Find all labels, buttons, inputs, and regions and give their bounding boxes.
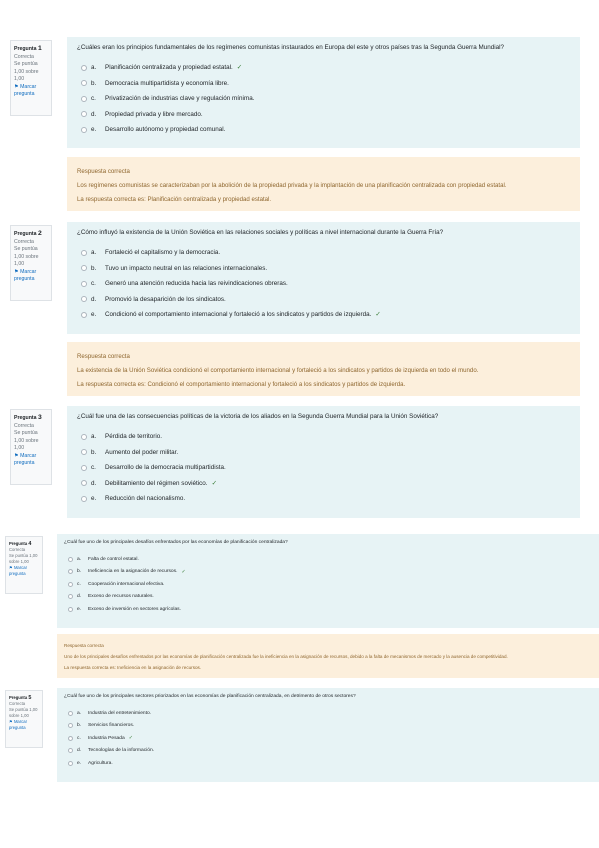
- question-grade: Se puntúa 1,00 sobre 1,00: [9, 553, 38, 564]
- radio-button[interactable]: [81, 65, 87, 71]
- feedback-box: [67, 342, 580, 396]
- radio-button[interactable]: [81, 449, 87, 455]
- radio-button[interactable]: [81, 281, 87, 287]
- question-content: [57, 534, 599, 628]
- answer-option[interactable]: a. Pérdida de territorio.: [81, 429, 570, 445]
- feedback-text: Uno de los principales desafíos enfrentados por las economías de planificación centralizada fue la ineficiencia en la asignación de recursos, debido a la falta de mecanismos de mercado y la ausencia de competitividad.: [64, 654, 508, 659]
- question-state: Correcta: [9, 701, 26, 706]
- answer-option[interactable]: b. Tuvo un impacto neutral en las relaciones internacionales.: [81, 261, 570, 277]
- question-state: Correcta: [14, 422, 34, 429]
- answer-option[interactable]: e. Reducción del nacionalismo.: [81, 491, 570, 507]
- question-text: ¿Cuáles eran los principios fundamentales de los regímenes comunistas instaurados en Europa del este y otros países tras la Segunda Guerra Mundial?: [77, 44, 505, 51]
- answer-option[interactable]: a. Fortaleció el capitalismo y la democracia.: [81, 245, 570, 261]
- correct-answer-text: La respuesta correcta es: Planificación centralizada y propiedad estatal.: [77, 196, 272, 203]
- check-icon: ✓: [128, 736, 133, 742]
- answer-option[interactable]: c. Desarrollo de la democracia multipartidista.: [81, 460, 570, 476]
- radio-button[interactable]: [68, 711, 73, 716]
- question-number: Pregunta 1: [14, 45, 42, 52]
- question-info: [5, 536, 43, 594]
- flag-icon: ⚑: [9, 565, 13, 570]
- question-number: Pregunta 2: [14, 230, 42, 237]
- question-text: ¿Cómo influyó la existencia de la Unión Soviética en las relaciones sociales y políticas a nivel internacional durante la Guerra Fría?: [77, 229, 444, 236]
- radio-button[interactable]: [81, 265, 87, 271]
- radio-button[interactable]: [81, 250, 87, 256]
- check-icon: ✓: [236, 64, 243, 72]
- answer-option[interactable]: e. Desarrollo autónomo y propiedad comunal.: [81, 122, 570, 138]
- answer-option[interactable]: c. Privatización de industrias clave y regulación mínima.: [81, 91, 570, 107]
- answer-option[interactable]: d. Propiedad privada y libre mercado.: [81, 107, 570, 123]
- radio-button[interactable]: [68, 594, 73, 599]
- feedback-title: Respuesta correcta: [77, 168, 130, 175]
- question-state: Correcta: [14, 53, 34, 60]
- answer-option[interactable]: e. Exceso de inversión en sectores agrícolas.: [68, 603, 592, 616]
- answer-option[interactable]: a. Planificación centralizada y propiedad estatal. ✓: [81, 60, 570, 76]
- radio-button[interactable]: [68, 723, 73, 728]
- feedback-title: Respuesta correcta: [77, 353, 130, 360]
- answer-option[interactable]: b. Democracia multipartidista y economía libre.: [81, 76, 570, 92]
- answer-option[interactable]: e. Agricultura.: [68, 757, 592, 770]
- radio-button[interactable]: [81, 465, 87, 471]
- radio-button[interactable]: [81, 496, 87, 502]
- answer-option[interactable]: d. Debilitamiento del régimen soviético. ✓: [81, 476, 570, 492]
- answer-option[interactable]: d. Tecnologías de la información.: [68, 745, 592, 758]
- radio-button[interactable]: [81, 312, 87, 318]
- check-icon: ✓: [211, 479, 217, 487]
- flag-question-link[interactable]: ⚑ Marcar pregunta: [14, 452, 37, 466]
- question-number: Pregunta 5: [9, 695, 32, 701]
- answer-option[interactable]: c. Generó una atención reducida hacia las reivindicaciones obreras.: [81, 276, 570, 292]
- radio-button[interactable]: [81, 480, 87, 486]
- answer-option[interactable]: d. Promovió la desaparición de los sindicatos.: [81, 292, 570, 308]
- question-content: [67, 37, 580, 148]
- answer-option[interactable]: e. Condicionó el comportamiento internacional y fortaleció a los sindicatos y partidos de izquierda. ✓: [81, 307, 570, 323]
- flag-icon: ⚑: [14, 268, 19, 275]
- correct-answer-text: La respuesta correcta es: Ineficiencia en la asignación de recursos.: [64, 665, 202, 670]
- radio-button[interactable]: [81, 296, 87, 302]
- question-grade: Se puntúa 1,00 sobre 1,00: [14, 61, 39, 82]
- question-content: [57, 688, 599, 782]
- feedback-box: [67, 157, 580, 211]
- radio-button[interactable]: [81, 111, 87, 117]
- radio-button[interactable]: [68, 761, 73, 766]
- answer-option[interactable]: b. Servicios financieros.: [68, 720, 592, 733]
- question-content: [67, 406, 580, 518]
- question-grade: Se puntúa 1,00 sobre 1,00: [14, 430, 39, 451]
- flag-question-link[interactable]: ⚑ Marcar pregunta: [9, 565, 27, 576]
- check-icon: ✓: [181, 569, 186, 575]
- question-number: Pregunta 4: [9, 541, 32, 547]
- question-text: ¿Cuál fue uno de los principales sectores priorizados en las economías de planificación centralizada, en detrimento de otros sectores?: [64, 694, 356, 699]
- radio-button[interactable]: [68, 748, 73, 753]
- question-grade: Se puntúa 1,00 sobre 1,00: [14, 246, 39, 267]
- question-info: [10, 225, 52, 301]
- flag-icon: ⚑: [14, 83, 19, 90]
- answer-option[interactable]: c. Industria Pesada ✓: [68, 732, 592, 745]
- radio-button[interactable]: [81, 96, 87, 102]
- radio-button[interactable]: [68, 607, 73, 612]
- radio-button[interactable]: [81, 80, 87, 86]
- answer-option[interactable]: a. Falta de control estatal.: [68, 553, 592, 566]
- answer-option[interactable]: b. Aumento del poder militar.: [81, 445, 570, 461]
- question-state: Correcta: [14, 238, 34, 245]
- question-grade: Se puntúa 1,00 sobre 1,00: [9, 707, 38, 718]
- radio-button[interactable]: [68, 582, 73, 587]
- feedback-text: La existencia de la Unión Soviética condicionó el comportamiento internacional y fortaleció a los sindicatos y partidos de izquierda en todo el mundo.: [77, 367, 479, 374]
- answer-option[interactable]: c. Cooperación internacional efectiva.: [68, 578, 592, 591]
- question-info: [10, 409, 52, 485]
- feedback-title: Respuesta correcta: [64, 643, 104, 648]
- answer-option[interactable]: a. Industria del entretenimiento.: [68, 707, 592, 720]
- feedback-box: [57, 634, 599, 678]
- flag-question-link[interactable]: ⚑ Marcar pregunta: [14, 83, 37, 97]
- radio-button[interactable]: [81, 434, 87, 440]
- radio-button[interactable]: [68, 557, 73, 562]
- feedback-text: Los regímenes comunistas se caracterizaban por la abolición de la propiedad privada y la implantación de una planificación centralizada con propiedad estatal.: [77, 182, 507, 189]
- question-info: [5, 690, 43, 748]
- question-text: ¿Cuál fue una de las consecuencias políticas de la victoria de los aliados en la Segunda Guerra Mundial para la Unión Soviética?: [77, 413, 439, 420]
- radio-button[interactable]: [68, 736, 73, 741]
- radio-button[interactable]: [81, 127, 87, 133]
- answer-option[interactable]: b. Ineficiencia en la asignación de recursos. ✓: [68, 566, 592, 579]
- question-number: Pregunta 3: [14, 414, 42, 421]
- check-icon: ✓: [375, 311, 381, 319]
- answer-option[interactable]: d. Exceso de recursos naturales.: [68, 591, 592, 604]
- question-state: Correcta: [9, 547, 26, 552]
- question-content: [67, 222, 580, 334]
- question-info: [10, 40, 52, 116]
- radio-button[interactable]: [68, 569, 73, 574]
- flag-icon: ⚑: [9, 719, 13, 724]
- flag-question-link[interactable]: ⚑ Marcar pregunta: [14, 268, 37, 282]
- flag-question-link[interactable]: ⚑ Marcar pregunta: [9, 719, 27, 730]
- correct-answer-text: La respuesta correcta es: Condicionó el comportamiento internacional y fortaleció a los sindicatos y partidos de izquierda.: [77, 381, 406, 388]
- question-text: ¿Cuál fue uno de los principales desafíos enfrentados por las economías de planificación centralizada?: [64, 540, 288, 545]
- flag-icon: ⚑: [14, 452, 19, 459]
